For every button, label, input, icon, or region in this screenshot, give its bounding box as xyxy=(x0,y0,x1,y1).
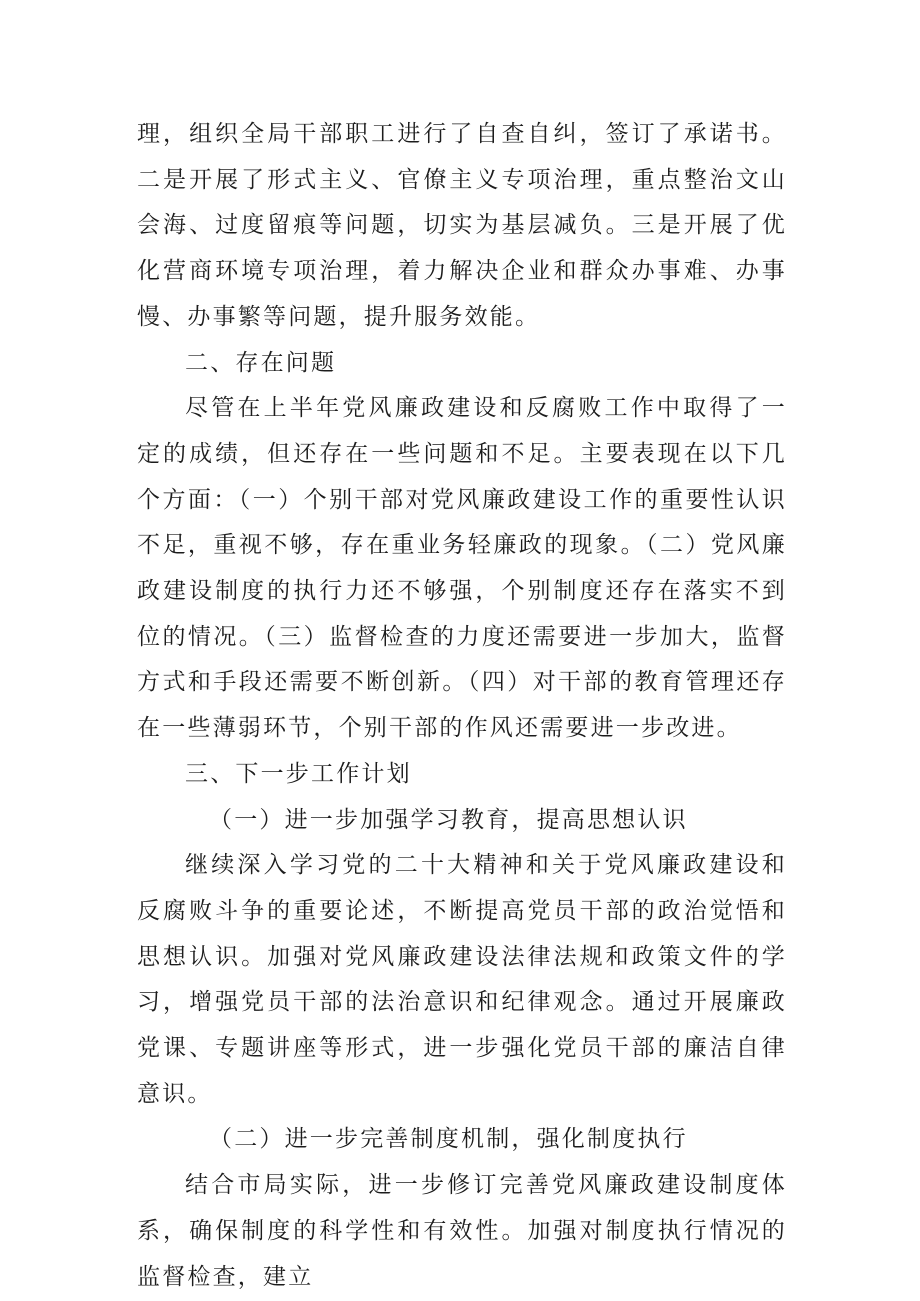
sub-heading-study-education: （一）进一步加强学习教育，提高思想认识 xyxy=(209,806,688,833)
paragraph-study-education: 继续深入学习党的二十大精神和关于党风廉政建设和反腐败斗争的重要论述，不断提高党员干部的政治觉悟和思想认识。加强对党风廉政建设法律法规和政策文件的学习，增强党员干部的法治意识和纪律观念。通过开展廉政党课、专题讲座等形式，进一步强化党员干部的廉洁自律意识。 xyxy=(137,852,787,1107)
section-heading-next-steps: 三、下一步工作计划 xyxy=(185,760,412,787)
sub-heading-institutions: （二）进一步完善制度机制，强化制度执行 xyxy=(209,1126,688,1153)
section-heading-problems: 二、存在问题 xyxy=(185,349,337,376)
paragraph-problems: 尽管在上半年党风廉政建设和反腐败工作中取得了一定的成绩，但还存在一些问题和不足。主要表现在以下几个方面：（一）个别干部对党风廉政建设工作的重要性认识不足，重视不够，存在重业务轻廉政的现象。（二）党风廉政建设制度的执行力还不够强，个别制度还存在落实不到位的情况。（三）监督检查的力度还需要进一步加大，监督方式和手段还需要不断创新。（四）对干部的教育管理还存在一些薄弱环节，个别干部的作风还需要进一步改进。 xyxy=(137,395,787,742)
paragraph-institutions: 结合市局实际，进一步修订完善党风廉政建设制度体系，确保制度的科学性和有效性。加强对制度执行情况的监督检查，建立 xyxy=(137,1172,787,1290)
document-body xyxy=(137,112,787,1300)
paragraph-continuation: 理，组织全局干部职工进行了自查自纠，签订了承诺书。二是开展了形式主义、官僚主义专项治理，重点整治文山会海、过度留痕等问题，切实为基层减负。三是开展了优化营商环境专项治理，着力解决企业和群众办事难、办事慢、办事繁等问题，提升服务效能。 xyxy=(137,121,787,330)
